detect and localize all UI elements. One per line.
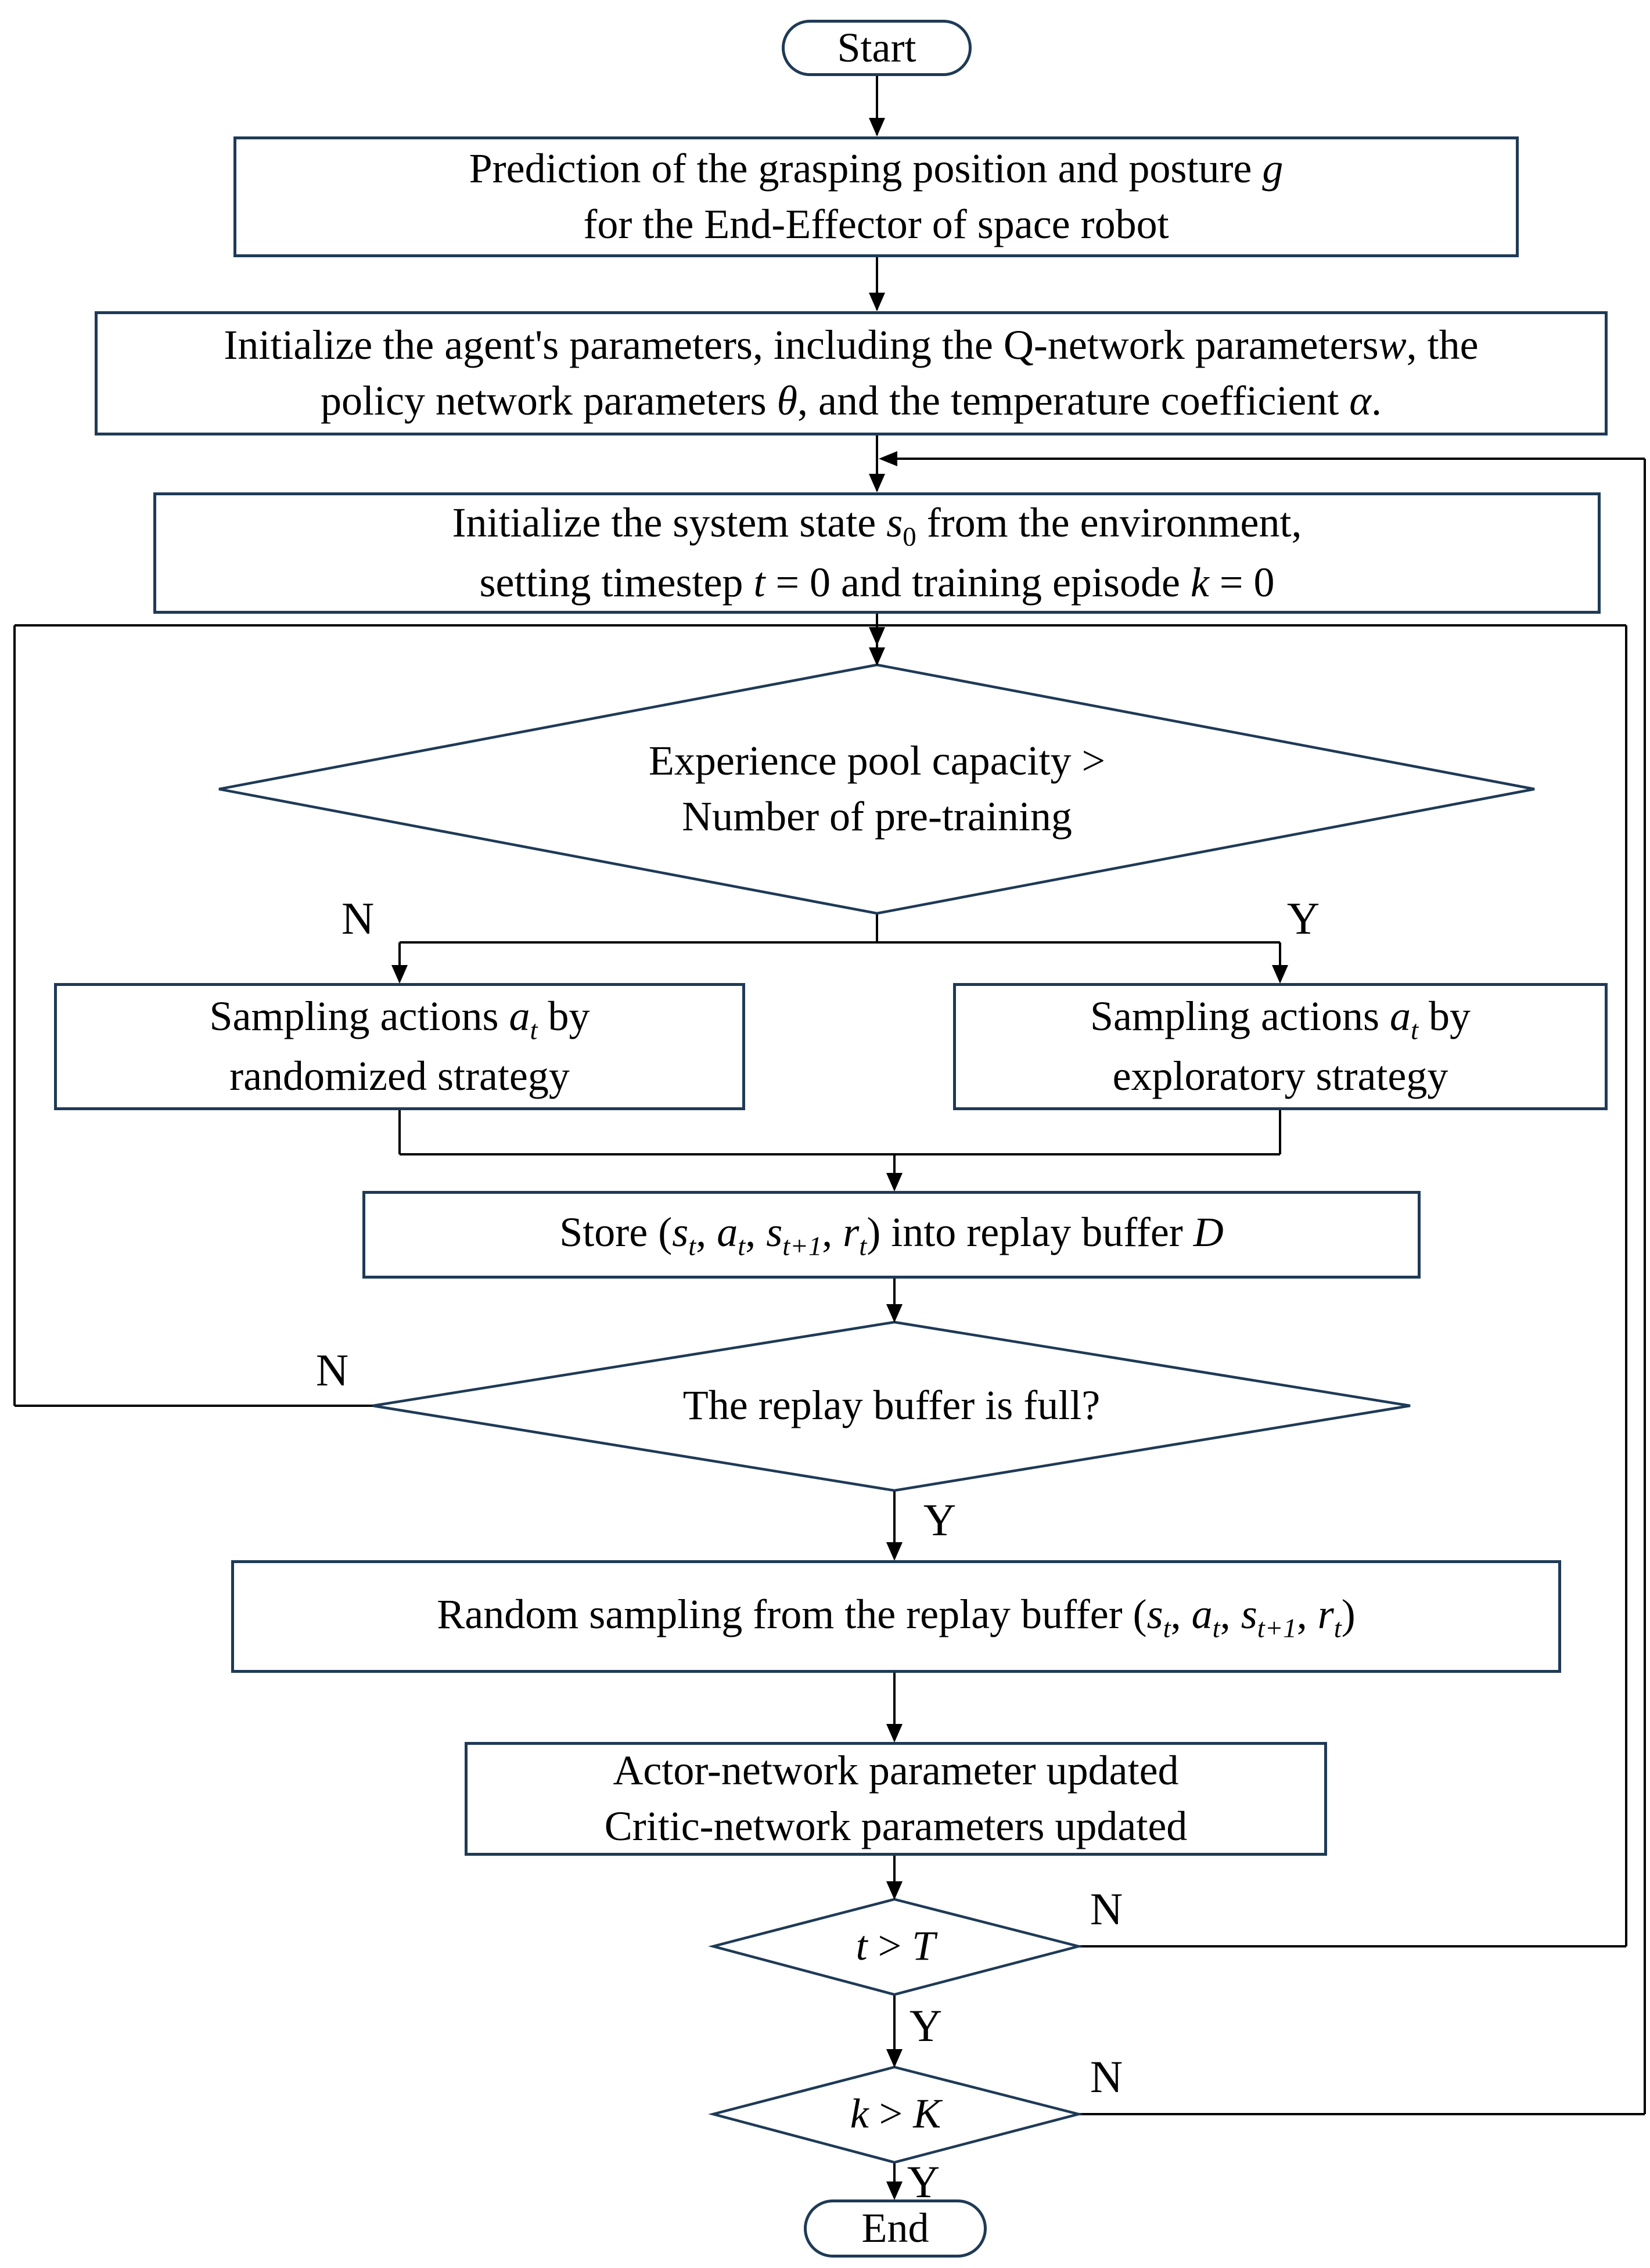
label-episode-no: N (1090, 2051, 1123, 2102)
end-label: End (861, 2205, 929, 2252)
decision-buffer-full-label (543, 1371, 1240, 1441)
arrow-down-icon (869, 627, 885, 646)
process-update-networks (465, 1742, 1327, 1856)
arrow-down-icon (869, 118, 885, 136)
arrow-down-icon (886, 1304, 903, 1323)
text-line-1: Initialize the system state $s_0$ from the environment, (452, 499, 1302, 552)
text-line-1: t > T (855, 1923, 936, 1970)
process-init-agent-params (95, 311, 1608, 435)
arrow-down-icon (869, 647, 885, 666)
label-pool-yes: Y (1286, 893, 1320, 944)
text-line-2: setting timestep t = 0 and training episode k = 0 (479, 559, 1275, 606)
label-timestep-yes: Y (909, 2000, 943, 2051)
label-episode-yes: Y (907, 2157, 940, 2207)
text-line-2: exploratory strategy (1112, 1052, 1448, 1099)
text-line-1: Random sampling from the replay buffer ($s_t$, $a_t$, $s_{t+1}$, $r_t$) (437, 1590, 1356, 1644)
text-line-1: Experience pool capacity > (648, 737, 1106, 784)
text-line-1: Sampling actions $a_t$ by (1090, 993, 1471, 1046)
arrow-down-icon (869, 474, 885, 492)
arrow-down-icon (869, 293, 885, 311)
decision-episode-label (779, 2079, 1012, 2149)
text-line-2: for the End-Effector of space robot (583, 201, 1169, 247)
label-buffer-no: N (315, 1345, 349, 1395)
text-line-1: Store ($s_t$, $a_t$, $s_{t+1}$, $r_t$) into replay buffer D (559, 1209, 1224, 1262)
text-line-1: Initialize the agent's parameters, including the Q-network parametersw, the (224, 322, 1479, 369)
arrow-down-icon (886, 2181, 903, 2200)
arrow-down-icon (1272, 965, 1288, 984)
start-terminal (782, 20, 972, 76)
arrow-down-icon (391, 965, 408, 984)
arrow-down-icon (886, 1881, 903, 1900)
text-line-1: The replay buffer is full? (682, 1382, 1101, 1429)
text-line-2: Critic-network parameters updated (604, 1803, 1188, 1849)
arrow-left-icon (879, 451, 897, 466)
text-line-2: Number of pre-training (682, 793, 1072, 840)
text-line-1: Sampling actions $a_t$ by (209, 993, 590, 1046)
label-timestep-no: N (1090, 1884, 1123, 1934)
arrow-down-icon (886, 2049, 903, 2068)
text-line-2: randomized strategy (229, 1052, 570, 1099)
text-line-2: policy network parameters θ, and the temperature coefficient α. (320, 377, 1382, 424)
label-buffer-yes: Y (923, 1495, 957, 1545)
text-line-1: k > K (850, 2090, 941, 2137)
process-random-sampling (231, 1560, 1561, 1673)
decision-pool-capacity-label (529, 719, 1225, 859)
arrow-down-icon (886, 1542, 903, 1561)
arrow-down-icon (886, 1173, 903, 1191)
process-sample-randomized (54, 983, 745, 1110)
decision-timestep-label (779, 1911, 1012, 1981)
label-pool-no: N (341, 893, 375, 944)
process-init-state (153, 492, 1601, 614)
text-line-1: Prediction of the grasping position and posture g (469, 145, 1284, 192)
text-line-1: Actor-network parameter updated (613, 1747, 1179, 1794)
arrow-down-icon (886, 1724, 903, 1743)
end-terminal (804, 2199, 987, 2258)
process-store-transition (362, 1191, 1421, 1279)
start-label: Start (837, 24, 916, 71)
process-sample-exploratory (953, 983, 1608, 1110)
process-predict-grasp (233, 136, 1519, 257)
